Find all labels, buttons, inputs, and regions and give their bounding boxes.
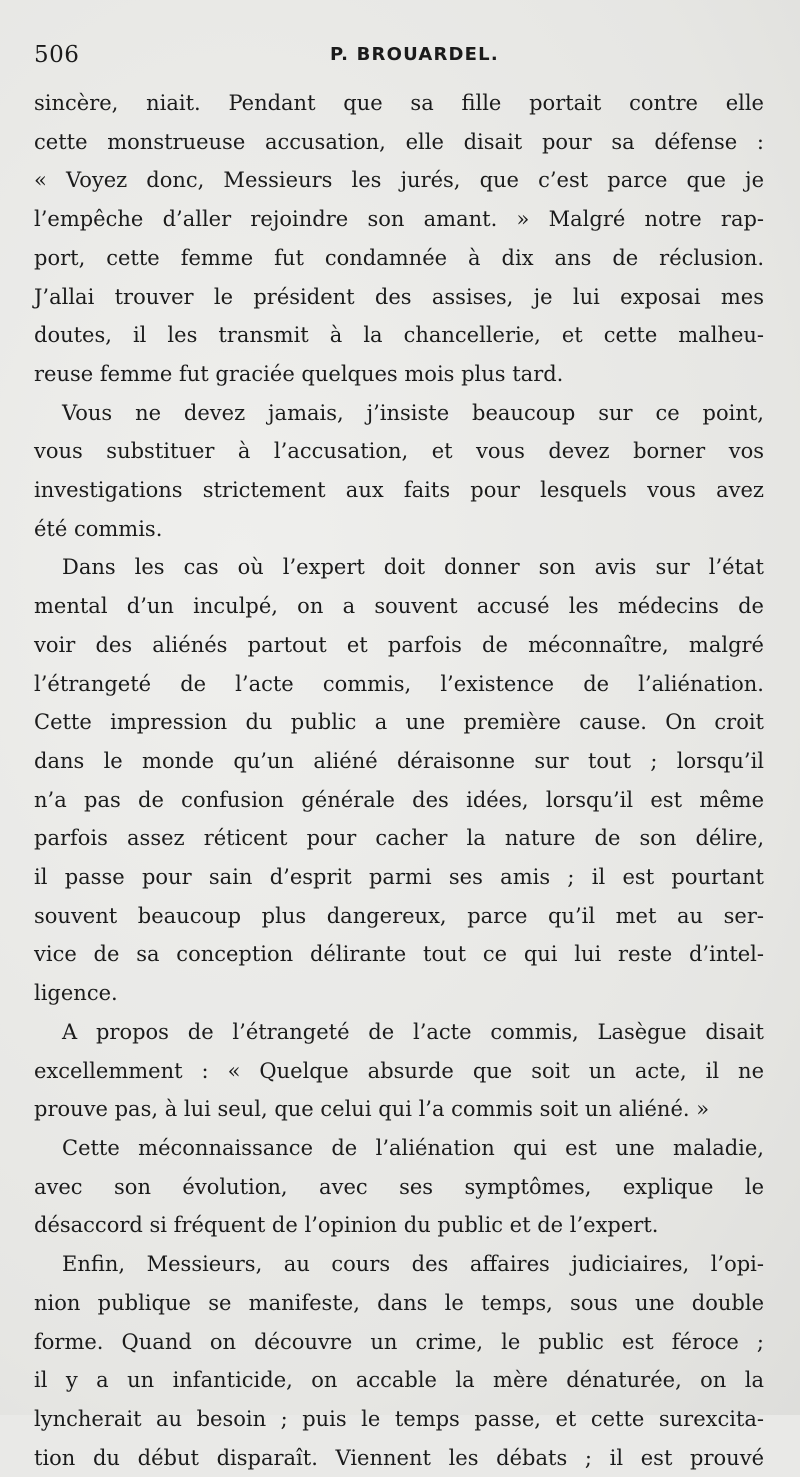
text-line: voir des aliénés partout et parfois de méconnaître, malgré	[34, 632, 764, 657]
text-line: n’a pas de confusion générale des idées, lorsqu’il est même	[34, 787, 764, 812]
text-line: doutes, il les transmit à la chancellerie, et cette malheu-	[34, 323, 764, 348]
text-line: investigations strictement aux faits pour lesquels vous avez	[34, 478, 764, 503]
text-line: nion publique se manifeste, dans le temps, sous une double	[34, 1290, 764, 1315]
text-line: port, cette femme fut condamnée à dix ans de réclusion.	[34, 245, 764, 270]
page-number: 506	[34, 42, 80, 68]
text-line: avec son évolution, avec ses symptômes, explique le	[34, 1174, 764, 1199]
text-line: sincère, niait. Pendant que sa fille portait contre elle	[34, 91, 764, 115]
text-line: A propos de l’étrangeté de l’acte commis, Lasègue disait	[62, 1019, 764, 1044]
text-line: lyncherait au besoin ; puis le temps passe, et cette surexcita-	[34, 1406, 764, 1431]
text-line: parfois assez réticent pour cacher la nature de son délire,	[34, 826, 764, 851]
text-line: Cette méconnaissance de l’aliénation qui est une maladie,	[62, 1135, 764, 1160]
text-line: ligence.	[34, 981, 118, 1006]
text-line: désaccord si fréquent de l’opinion du public et de l’expert.	[34, 1213, 659, 1238]
text-line: souvent beaucoup plus dangereux, parce qu’il met au ser-	[34, 903, 764, 928]
text-line: forme. Quand on découvre un crime, le public est féroce ;	[34, 1329, 764, 1354]
text-line: l’empêche d’aller rejoindre son amant. » Malgré notre rap-	[34, 207, 764, 232]
running-head: P. BROUARDEL.	[330, 44, 499, 65]
text-line: « Voyez donc, Messieurs les jurés, que c’est parce que je	[34, 168, 764, 193]
text-line: J’allai trouver le président des assises, je lui exposai mes	[34, 284, 764, 309]
body-text	[34, 84, 764, 1477]
text-line: prouve pas, à lui seul, que celui qui l’a commis soit un aliéné. »	[34, 1097, 710, 1122]
text-line: Cette impression du public a une première cause. On croit	[34, 710, 764, 735]
text-line: été commis.	[34, 516, 163, 541]
text-line: reuse femme fut graciée quelques mois plus tard.	[34, 361, 564, 386]
text-line: mental d’un inculpé, on a souvent accusé les médecins de	[34, 594, 764, 619]
page-header	[34, 28, 764, 84]
text-line: il y a un infanticide, on accable la mère dénaturée, on la	[34, 1368, 764, 1393]
text-line: Vous ne devez jamais, j’insiste beaucoup sur ce point,	[62, 400, 764, 425]
text-line: il passe pour sain d’esprit parmi ses amis ; il est pourtant	[34, 865, 764, 890]
text-line: l’étrangeté de l’acte commis, l’existence de l’aliénation.	[34, 671, 764, 696]
text-line: tion du début disparaît. Viennent les débats ; il est prouvé	[34, 1445, 764, 1470]
text-line: excellemment : « Quelque absurde que soit un acte, il ne	[34, 1058, 764, 1083]
text-line: Enfin, Messieurs, au cours des affaires judiciaires, l’opi-	[62, 1252, 764, 1277]
text-line: Dans les cas où l’expert doit donner son avis sur l’état	[62, 555, 764, 580]
text-line: vous substituer à l’accusation, et vous devez borner vos	[34, 439, 764, 464]
text-line: cette monstrueuse accusation, elle disait pour sa défense :	[34, 129, 764, 154]
text-line: vice de sa conception délirante tout ce qui lui reste d’intel-	[34, 942, 764, 967]
text-line: dans le monde qu’un aliéné déraisonne sur tout ; lorsqu’il	[34, 748, 764, 773]
